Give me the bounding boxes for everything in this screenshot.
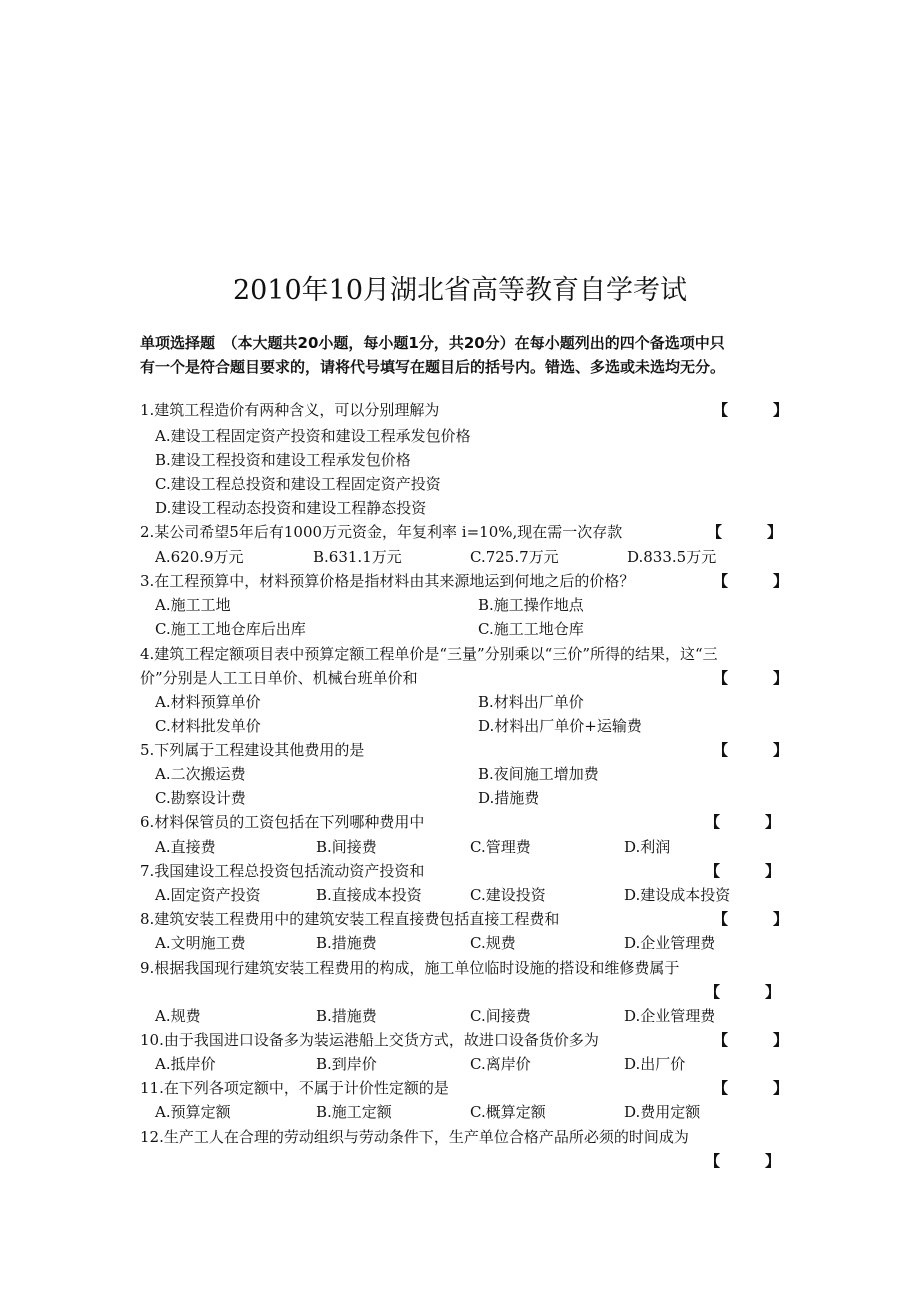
answer-bracket: 【 】 [705,862,781,880]
option: A.施工工地 [155,596,231,614]
option: C.离岸价 [470,1055,531,1073]
question-stem: 10.由于我国进口设备多为装运港船上交货方式，故进口设备货价多为 [140,1031,599,1049]
option: C.材料批发单价 [155,717,261,735]
option: C.725.7万元 [470,548,559,566]
option: B.到岸价 [316,1055,377,1073]
option: B.夜间施工增加费 [478,765,599,783]
answer-bracket: 【 】 [713,910,789,928]
option: D.材料出厂单价+运输费 [478,717,642,735]
question-stem: 1.建筑工程造价有两种含义，可以分别理解为 [140,401,440,419]
answer-bracket: 【 】 [705,983,781,1001]
question-stem: 11.在下列各项定额中，不属于计价性定额的是 [140,1079,449,1097]
option: A.直接费 [155,838,216,856]
answer-bracket: 【 】 [713,669,789,687]
option: D.企业管理费 [624,1007,716,1025]
page-title: 2010年10月湖北省高等教育自学考试 [232,275,688,306]
question-stem: 6.材料保管员的工资包括在下列哪种费用中 [140,813,425,831]
instructions-line-1: 单项选择题 （本大题共20小题，每小题1分，共20分）在每小题列出的四个备选项中只 [140,334,725,352]
option: A.材料预算单价 [155,693,261,711]
option: C.勘察设计费 [155,789,246,807]
question-stem: 12.生产工人在合理的劳动组织与劳动条件下，生产单位合格产品所必须的时间成为 [140,1128,689,1146]
option: D.建设工程动态投资和建设工程静态投资 [155,499,427,517]
answer-bracket: 【 】 [705,1152,781,1170]
option: B.直接成本投资 [316,886,422,904]
option: B.措施费 [316,1007,377,1025]
question-stem: 7.我国建设工程总投资包括流动资产投资和 [140,862,425,880]
option: D.833.5万元 [627,548,717,566]
answer-bracket: 【 】 [713,1079,789,1097]
answer-bracket: 【 】 [707,523,783,541]
option: A.规费 [155,1007,201,1025]
answer-bracket: 【 】 [713,401,789,419]
answer-bracket: 【 】 [713,1031,789,1049]
option: D.企业管理费 [624,934,716,952]
option: D.出厂价 [624,1055,686,1073]
option: C.建设工程总投资和建设工程固定资产投资 [155,475,441,493]
option: B.材料出厂单价 [478,693,584,711]
option: A.固定资产投资 [155,886,261,904]
option: D.费用定额 [624,1103,701,1121]
option: B.建设工程投资和建设工程承发包价格 [155,451,411,469]
option: C.建设投资 [470,886,546,904]
option: C.管理费 [470,838,531,856]
option: C.间接费 [470,1007,531,1025]
question-stem: 9.根据我国现行建筑安装工程费用的构成，施工单位临时设施的搭设和维修费属于 [140,959,680,977]
instructions-line-2: 有一个是符合题目要求的，请将代号填写在题目后的括号内。错选、多选或未选均无分。 [140,358,726,376]
question-stem: 2.某公司希望5年后有1000万元资金，年复利率 i=10%,现在需一次存款 [140,523,623,541]
option: A.建设工程固定资产投资和建设工程承发包价格 [155,427,471,445]
option: C.概算定额 [470,1103,546,1121]
option: B.施工操作地点 [478,596,584,614]
option: A.620.9万元 [155,548,244,566]
option: C.施工工地仓库后出库 [155,620,306,638]
question-stem: 8.建筑安装工程费用中的建筑安装工程直接费包括直接工程费和 [140,910,560,928]
question-stem: 5.下列属于工程建设其他费用的是 [140,741,365,759]
option: A.预算定额 [155,1103,231,1121]
instructions [140,331,800,379]
option: A.抵岸价 [155,1055,216,1073]
question-stem-continued: 价”分别是人工工日单价、机械台班单价和 [140,669,418,687]
option: C.施工工地仓库 [478,620,584,638]
option: A.文明施工费 [155,934,246,952]
option: B.间接费 [316,838,377,856]
option: D.利润 [624,838,671,856]
option: B.措施费 [316,934,377,952]
answer-bracket: 【 】 [713,741,789,759]
question-stem: 3.在工程预算中，材料预算价格是指材料由其来源地运到何地之后的价格？ [140,572,635,590]
option: C.规费 [470,934,516,952]
option: B.631.1万元 [313,548,402,566]
question-stem: 4.建筑工程定额项目表中预算定额工程单价是“三量”分别乘以“三价”所得的结果，这“三 [140,645,718,663]
option: D.措施费 [478,789,540,807]
option: D.建设成本投资 [624,886,731,904]
option: A.二次搬运费 [155,765,246,783]
option: B.施工定额 [316,1103,392,1121]
answer-bracket: 【 】 [713,572,789,590]
answer-bracket: 【 】 [705,813,781,831]
